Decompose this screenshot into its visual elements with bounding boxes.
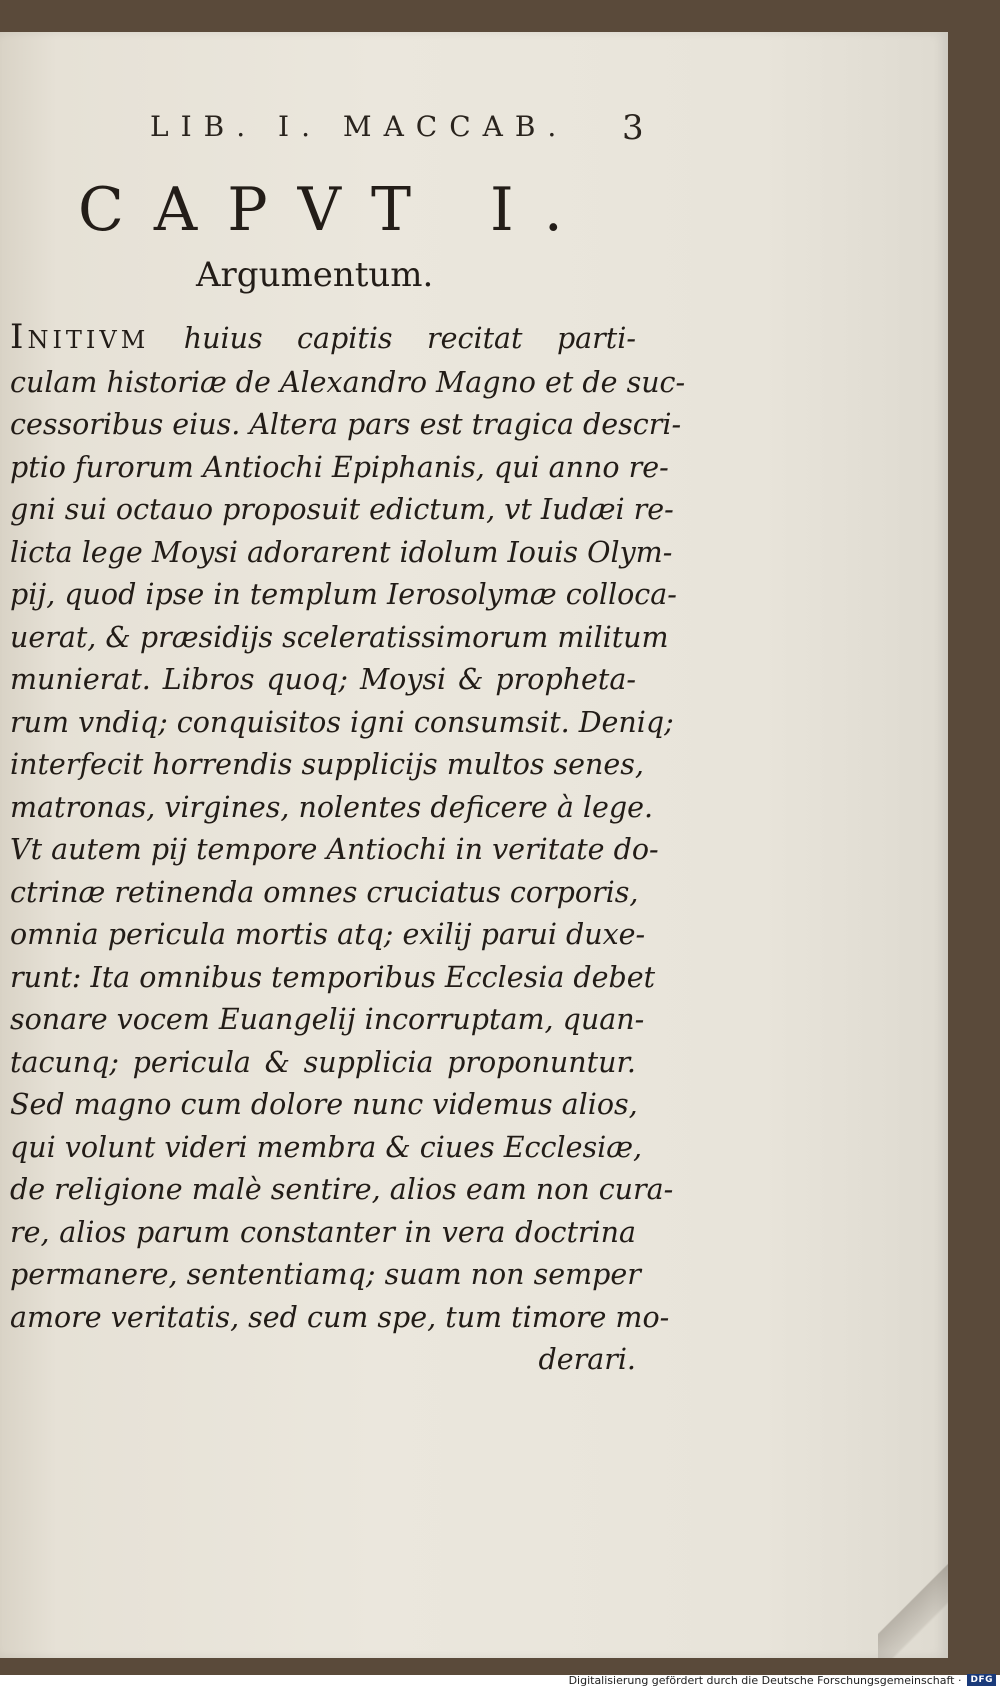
body-line: Vt autem pij tempore Antiochi in veritate do- — [10, 833, 659, 866]
dfg-logo-icon: DFG — [967, 1674, 996, 1686]
body-text — [10, 316, 686, 1382]
digitization-footer — [569, 1671, 996, 1689]
body-line: tacunq; pericula & supplicia proponuntur. — [10, 1045, 636, 1079]
body-line: interfecit horrendis supplicijs multos senes, — [10, 748, 644, 781]
body-line: licta lege Moysi adorarent idolum Iouis Olym- — [10, 535, 673, 569]
body-line: gni sui octauo proposuit edictum, vt Iudæi re- — [10, 493, 674, 526]
body-line: de religione malè sentire, alios eam non cura- — [10, 1173, 674, 1206]
chapter-title: CAPVT I. — [78, 175, 593, 245]
body-line: qui volunt videri membra & ciues Ecclesiæ, — [10, 1130, 643, 1164]
body-line: rum vndiq; conquisitos igni consumsit. Deniq; — [10, 705, 674, 739]
footer-credit: Digitalisierung gefördert durch die Deutsche Forschungsgemeinschaft · — [568, 1673, 962, 1687]
body-line: uerat, & præsidijs sceleratissimorum militum — [10, 620, 669, 654]
body-line: pij, quod ipse in templum Ierosolymæ colloca- — [10, 578, 677, 611]
body-line-first: INITIVM huius capitis recitat parti- — [10, 317, 636, 357]
body-line-last: derari. — [538, 1343, 636, 1376]
body-line: matronas, virgines, nolentes deficere à lege. — [10, 790, 654, 824]
body-line: cessoribus eius. Altera pars est tragica descri- — [10, 408, 682, 441]
body-line: sonare vocem Euangelij incorruptam, quan- — [10, 1003, 645, 1036]
body-line: munierat. Libros quoq; Moysi & propheta- — [10, 663, 636, 696]
chapter-subtitle: Argumentum. — [196, 255, 434, 295]
body-line: ptio furorum Antiochi Epiphanis, qui anno re- — [10, 450, 669, 484]
body-line: culam historiæ de Alexandro Magno et de suc- — [10, 365, 686, 399]
body-line: omnia pericula mortis atq; exilij parui duxe- — [10, 918, 646, 951]
body-line: ctrinæ retinenda omnes cruciatus corporis, — [10, 875, 639, 909]
body-line: amore veritatis, sed cum spe, tum timore mo- — [10, 1300, 670, 1334]
body-line: Sed magno cum dolore nunc videmus alios, — [10, 1088, 638, 1121]
body-line: re, alios parum constanter in vera doctrina — [10, 1215, 636, 1249]
initial-word: INITIVM — [10, 317, 150, 357]
running-head: LIB. I. MACCAB. — [150, 110, 569, 143]
page-number: 3 — [622, 108, 644, 148]
page-corner-fold — [878, 1538, 948, 1658]
body-line: runt: Ita omnibus temporibus Ecclesia debet — [10, 960, 656, 994]
body-line: permanere, sententiamq; suam non semper — [10, 1258, 641, 1291]
